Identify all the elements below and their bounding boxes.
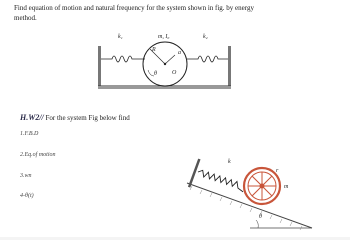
- label-r: r: [276, 168, 279, 174]
- problem-line-2: method.: [14, 14, 37, 22]
- step-4: 4-θ(t): [20, 193, 34, 199]
- label-k1: k₁: [118, 34, 123, 40]
- label-m: m: [284, 184, 289, 190]
- label-k2: k₂: [203, 34, 208, 40]
- step-1: 1.F.B.D: [20, 131, 39, 137]
- theta-arc-2: [256, 220, 258, 228]
- step-2: 2.Eq.of motion: [20, 152, 56, 158]
- label-theta-2: θ: [259, 214, 262, 220]
- problem-line-1: Find equation of motion and natural frequency for the system shown in fig. by energy: [14, 4, 254, 12]
- incline-wall: [188, 159, 201, 188]
- step-3: 3.wn: [20, 173, 32, 179]
- label-radius: R: [152, 47, 156, 53]
- spring-k: [196, 169, 245, 192]
- label-k: k: [228, 159, 231, 165]
- hw-text: For the system Fig below find: [45, 114, 130, 122]
- label-center: O: [172, 70, 177, 76]
- label-a: a: [178, 50, 181, 56]
- hw-tag: H.W2//: [20, 113, 44, 122]
- wheel: [244, 168, 280, 204]
- label-theta-1: θ: [154, 71, 157, 77]
- label-mass: m, I₀: [158, 34, 170, 40]
- incline-line: [187, 183, 312, 228]
